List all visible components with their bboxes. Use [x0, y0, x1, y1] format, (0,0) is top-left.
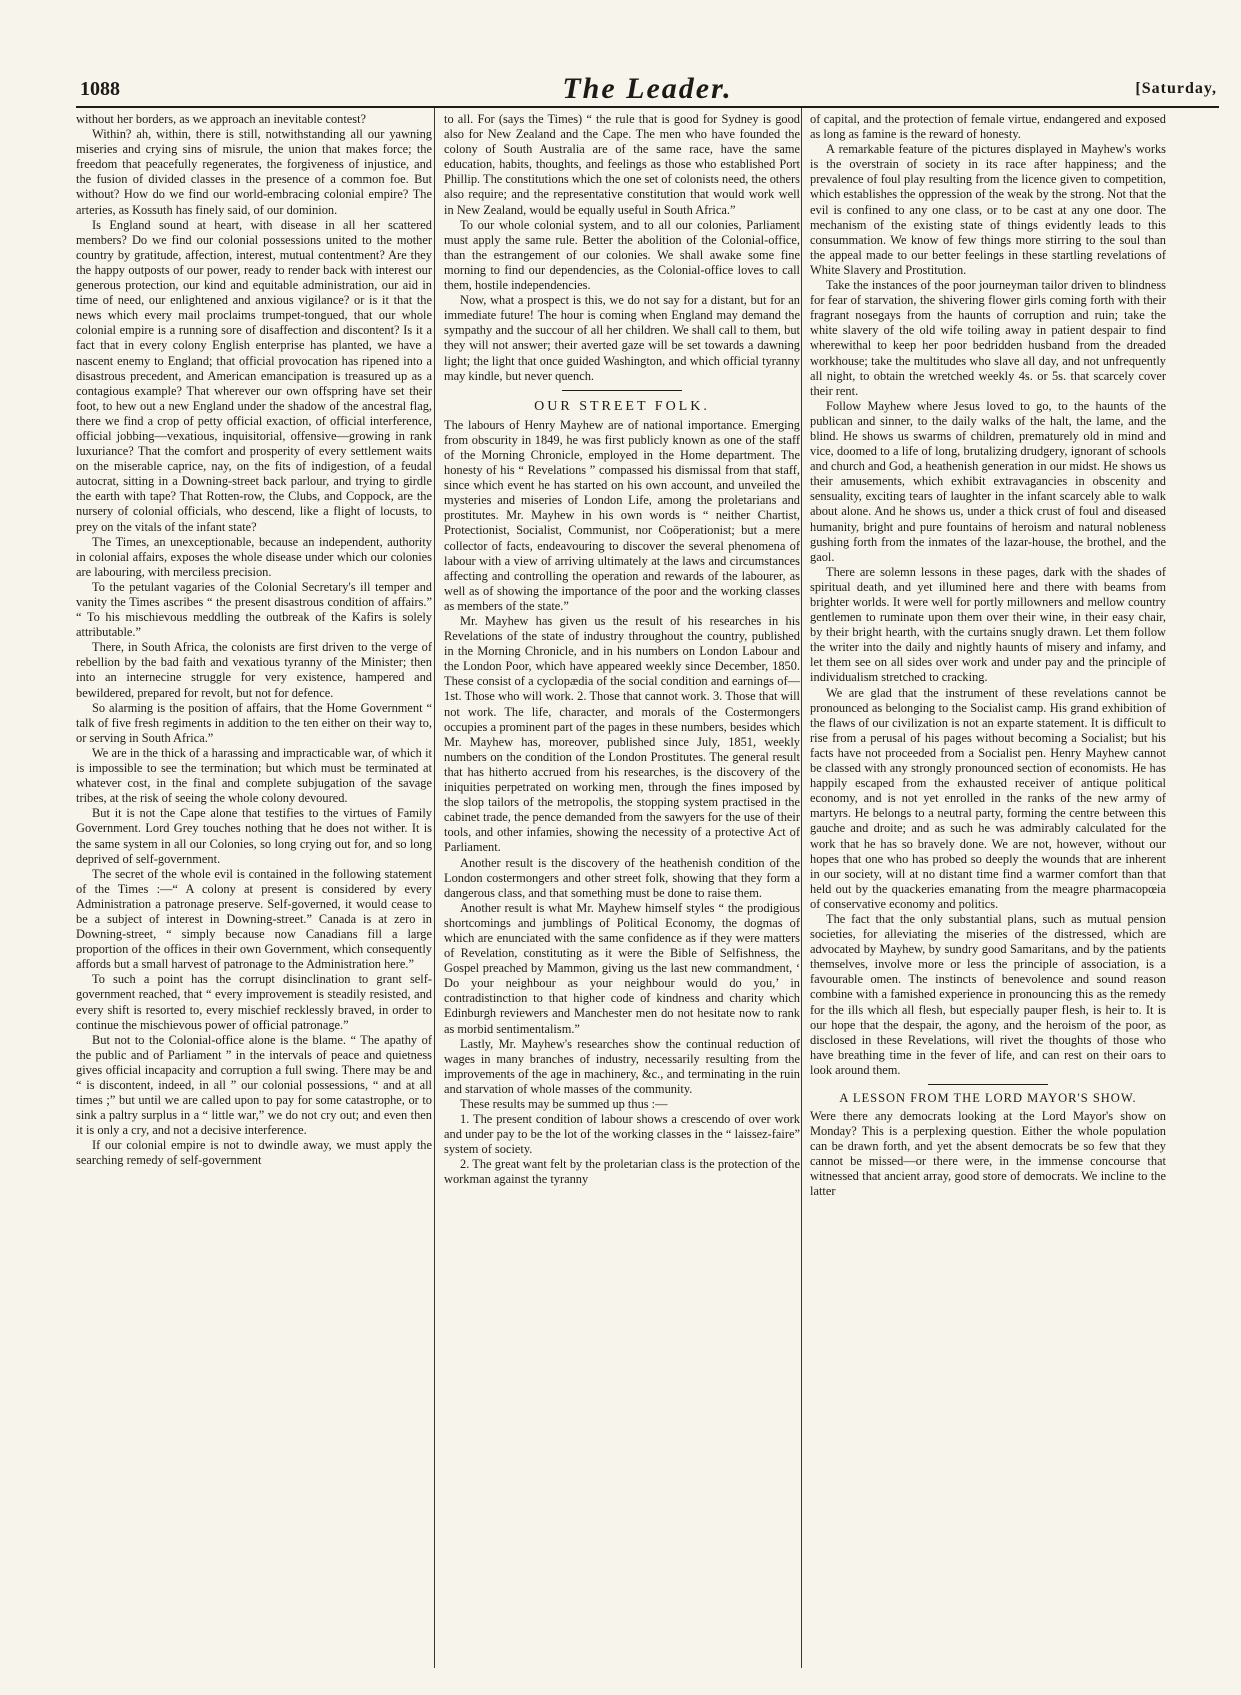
paragraph: The Times, an unexceptionable, because an independent, authority in colonial affairs, exposes the whole disease under which our colonies are labouring, with merciless precision.	[76, 534, 432, 579]
section-heading-lord-mayors-show: A LESSON FROM THE LORD MAYOR'S SHOW.	[839, 1091, 1137, 1105]
paragraph: These results may be summed up thus :—	[460, 1097, 668, 1111]
paragraph: To the petulant vagaries of the Colonial Secretary's ill temper and vanity the Times ascribes “ the present disastrous condition of affairs.” “ To his mischievous meddling the outbreak of the Kafirs is solely attributable.”	[76, 579, 432, 640]
paragraph: Now, what a prospect is this, we do not say for a distant, but for an immediate future! The hour is coming when England may demand the sympathy and the succour of all her children. We shall call to them, but they will not answer; their averted gaze will be set towards a dawning light; the light that once guided Washington, and which official tyranny may kindle, but never quench.	[444, 293, 800, 383]
page-number: 1088	[80, 78, 120, 100]
column-divider	[801, 108, 802, 1668]
column-1	[76, 112, 432, 1169]
column-divider	[434, 108, 435, 1668]
column-2	[444, 112, 800, 1188]
column-3	[810, 112, 1166, 1200]
paragraph: Lastly, Mr. Mayhew's researches show the continual reduction of wages in many branches of industry, necessarily resulting from the improvements of the age in machinery, &c., and terminating in the ruin and starvation of whole masses of the community.	[444, 1036, 800, 1096]
paragraph: 2. The great want felt by the proletarian class is the protection of the workman against the tyranny	[444, 1157, 800, 1187]
paragraph: Follow Mayhew where Jesus loved to go, to the haunts of the publican and sinner, to the daily walks of the halt, the lame, and the blind. He shows us swarms of children, prematurely old in mind and vice, doomed to a life of long, brutalizing drudgery, ignorant of schools and church and God, a heathenish generation in our midst. He shows us their amusements, which exhibit extravagancies in obscenity and sensuality, exciting tears of laughter in the infant scarcely able to walk about alone. And he shows us, under a thick crust of foul and diseased humanity, bright and pure fountains of heroism and natural nobleness gushing forth from the inmates of the lazar-house, the brothel, and the gaol.	[810, 398, 1166, 564]
paragraph: Mr. Mayhew has given us the result of his researches in his Revelations of the state of industry throughout the country, published in the Morning Chronicle, and in his numbers on London Labour and the London Poor, which have appeared weekly since December, 1850. These consist of a cyclopædia of the social condition and earnings of—1st. Those who will work. 2. Those that cannot work. 3. Those that will not work. The life, character, and morals of the Costermongers occupies a prominent part of the pages in these numbers, besides which Mr. Mayhew has, moreover, published since July, 1851, weekly numbers on the condition of the London Prostitutes. The general result that has hitherto accrued from his researches, is the discovery of the iniquities perpetrated on working men, through the fines imposed by the slop tailors of the metropolis, the stopping system practised in the cabinet trade, the pence demanded from the sawyers for the use of their tools, and other infamies, showing the necessity of a protective Act of Parliament.	[444, 614, 800, 855]
paragraph: We are glad that the instrument of these revelations cannot be pronounced as belonging to the Socialist camp. His grand exhibition of the flaws of our civilization is not an exparte statement. It is difficult to rise from a perusal of his pages without becoming a Socialist; but his facts have not proceeded from a Socialist pen. Henry Mayhew cannot be classed with any strongly pronounced section of economists. He has happily escaped from the exhausted receiver of antique political economy, and is not yet enrolled in the ranks of the new army of martyrs. He belongs to a neutral party, forming the centre between this gauche and droite; and as such he was admirably calculated for the work that he has so bravely done. We are not, however, without our hopes that one who has probed so deeply the wounds that are inherent in our society, will at no distant time find a warmer comfort than that held out by the quackeries emanating from the meagre pharmacopœia of conservative economy and politics.	[810, 685, 1166, 911]
paragraph: 1. The present condition of labour shows a crescendo of over work and under pay to be the lot of the working classes in the “ laissez-faire” system of society.	[444, 1112, 800, 1157]
paragraph: Take the instances of the poor journeyman tailor driven to blindness for fear of starvation, the shivering flower girls coming forth with their fragrant nosegays from the haunts of corruption and ruin; take the white slavery of the old wife toiling away in patient despair to find wherewithal to keep her poor bedridden husband from the dreaded workhouse; take the multitudes who slave all day, and not unfrequently all night, to obtain the wretched weekly 4s. or 5s. that scarcely cover their rent.	[810, 278, 1166, 398]
newspaper-title: The Leader.	[562, 72, 733, 105]
issue-day: [Saturday,	[1135, 80, 1217, 97]
section-rule	[928, 1084, 1048, 1085]
section-rule	[562, 390, 682, 391]
paragraph: Another result is the discovery of the heathenish condition of the London costermongers and other street folk, showing that they form a dangerous class, and that something must be done to raise them.	[444, 855, 800, 900]
paragraph: If our colonial empire is not to dwindle away, we must apply the searching remedy of self-government	[76, 1138, 432, 1168]
paragraph: To our whole colonial system, and to all our colonies, Parliament must apply the same rule. Better the abolition of the Colonial-office, than the estrangement of our colonies. We shall awake some fine morning to find our dependencies, as the Colonial-office loves to call them, hostile independencies.	[444, 217, 800, 293]
paragraph: Were there any democrats looking at the Lord Mayor's show on Monday? This is a perplexing question. Either the whole population can be drawn forth, and yet the absent democrats be so few that they cannot be missed—or there were, in the immense concourse that witnessed that ancient array, good store of democrats. We incline to the latter	[810, 1109, 1166, 1199]
paragraph: To such a point has the corrupt disinclination to grant self-government reached, that “ every improvement is steadily resisted, and every shift is resorted to, every mischief recklessly braved, in order to continue the mischievous power of official patronage.”	[76, 972, 432, 1032]
section-heading-street-folk: OUR STREET FOLK.	[534, 398, 710, 414]
paragraph: There, in South Africa, the colonists are first driven to the verge of rebellion by the bad faith and vexatious tyranny of the Minister; then into an internecine struggle for very existence, hampered and bewildered, prepared for revolt, but not for defence.	[76, 640, 432, 700]
paragraph: The fact that the only substantial plans, such as mutual pension societies, for alleviating the miseries of the distressed, which are advocated by Mayhew, by sundry good Samaritans, and by the patients themselves, involve more or less the principle of association, is a favourable omen. The instincts of benevolence and sound reason combine with a famished experience in pronouncing this as the remedy for the ills which all flesh, but especially pauper flesh, is heir to. It is our hope that the despair, the agony, and the heroism of the poor, as disclosed in these Revelations, will rivet the thoughts of those who have breathing time in the fever of life, and can rest on their oars to look around them.	[810, 911, 1166, 1077]
paragraph: But it is not the Cape alone that testifies to the virtues of Family Government. Lord Grey touches nothing that he does not wither. It is the same system in all our Colonies, so long crying out for, and so long deprived of self-government.	[76, 806, 432, 866]
paragraph: to all. For (says the Times) “ the rule that is good for Sydney is good also for New Zealand and the Cape. The men who have founded the colony of South Australia are of the same race, have the same education, habits, thoughts, and feelings as those who established Port Phillip. The constitutions which the one set of colonists need, the others also require; and the representative constitution that would work well in New Zealand, would be equally useful in South Africa.”	[444, 112, 800, 217]
paragraph: The labours of Henry Mayhew are of national importance. Emerging from obscurity in 1849, he was first publicly known as one of the staff of the Morning Chronicle, employed in the Home department. The honesty of his “ Revelations ” compassed his dismissal from that staff, since which event he has started on his own account, and unveiled the mysteries and miseries of London Life, among the proletarians and prostitutes. Mr. Mayhew in his own words is “ neither Chartist, Protectionist, Socialist, Communist, nor Coöperationist; but a mere collector of facts, endeavouring to discover the several phenomena of labour with a view of arriving ultimately at the laws and circumstances affecting and controlling the operation and rewards of the labourer, as well as of showing the importance of the poor and the working classes as members of the state.”	[444, 417, 800, 613]
paragraph: A remarkable feature of the pictures displayed in Mayhew's works is the overstrain of society in its race after happiness; and the prevalence of foul play resulting from the licence given to competition, which establishes the oppression of the weak by the strong. Not that the evil is confined to any one class, or to be cast at any one door. The mechanism of the existing state of things evidently leads to this consummation. We know of few things more stirring to the soul than the appeal made to our better feelings in these startling revelations of White Slavery and Prostitution.	[810, 142, 1166, 277]
paragraph: We are in the thick of a harassing and impracticable war, of which it is impossible to see the termination; but which must be terminated at whatever cost, in the final and complete subjugation of the savage tribes, at the risk of seeing the whole colony devoured.	[76, 745, 432, 806]
paragraph: The secret of the whole evil is contained in the following statement of the Times :—“ A colony at present is considered by every Administration a patronage preserve. Self-governed, it would cease to be a subject of interest in Downing-street.” Canada is at zero in Downing-street, “ simply because now Canadians fill a large proportion of the offices in their own Government, which consequently affords but a small harvest of patronage to the Administration here.”	[76, 866, 432, 972]
masthead	[76, 72, 1219, 108]
paragraph: Within? ah, within, there is still, notwithstanding all our yawning miseries and crying sins of misrule, the union that makes force; the freedom that peacefully regenerates, the forgiveness of injustice, and the fusion of divided classes in the presence of a common foe. But without? How do we find our world-embracing colonial empire? The arteries, as Kossuth has finely said, of our dominion.	[76, 127, 432, 217]
paragraph: without her borders, as we approach an inevitable contest?	[76, 112, 367, 126]
paragraph: There are solemn lessons in these pages, dark with the shades of spiritual death, and yet illumined here and there with beams from brighter worlds. It were well for portly millowners and mellow country gentlemen to ruminate upon them over their wine, in their easy chair, by their bright hearth, with the curtains snugly drawn. Let them follow the writer into the daily and nightly haunts of misery and infamy, and let them see on all sides over work and under pay and the principle of individualism stretched to cracking.	[810, 564, 1166, 685]
paragraph: Another result is what Mr. Mayhew himself styles “ the prodigious shortcomings and jumblings of Political Economy, the dogmas of which are enunciated with the same confidence as if they were matters of Revelation, constituting as it were the Bible of Selfishness, the Gospel preached by Mammon, giving us the last new commandment, ‘ Do your neighbour as your neighbour would do you,’ in contradistinction to that higher code of kindness and charity which Edinburgh reviewers and Manchester men do not hesitate now to rank as morbid sentimentalism.”	[444, 900, 800, 1036]
paragraph: But not to the Colonial-office alone is the blame. “ The apathy of the public and of Parliament ” in the intervals of peace and quietness gives official incapacity and corruption a full swing. There may be and “ is discontent, indeed, in all ” our colonial possessions, “ and at all times ;” but until we are called upon to pay for some catastrophe, or to sink a paltry surplus in a “ little war,” we do not cry out; and even then it is only a cry, and not a decisive interference.	[76, 1032, 432, 1138]
paragraph: of capital, and the protection of female virtue, endangered and exposed as long as famine is the reward of honesty.	[810, 112, 1166, 142]
paragraph: Is England sound at heart, with disease in all her scattered members? Do we find our colonial possessions united to the mother country by gratitude, affection, interest, mutual contentment? Are they the happy outposts of our power, ready to render back with interest our generous protection, our kind and equitable administration, our aid in time of need, our enlightened and anxious vigilance? or is it that the news which every mail proclaims trumpet-tongued, that our whole colonial empire is a running sore of disaffection and discontent? Is it a fact that in every colony English enterprise has planted, we have a nascent enemy to England; that official provocation has ripened into a disastrous precedent, and American emancipation is treasured up as a contagious example? That wherever our own offspring have set their foot, to hew out a new England under the shadow of the ancestral flag, there we find a crop of petty official exaction, of official interference, official jobbing—vexatious, inquisitorial, offensive—growing in rank luxuriance? That the comfort and prosperity of every settlement waits on the miserable caprice, nay, on the fits of indigestion, of a feudal autocrat, sitting in a Downing-street back parlour, and trying to girdle the earth with tape? That Rotten-row, the Clubs, and Coppock, are the nursery of colonial officials, who descend, like a flight of locusts, to prey on the vitals of the infant state?	[76, 217, 432, 534]
paragraph: So alarming is the position of affairs, that the Home Government “ talk of five fresh regiments in addition to the ten either on their way to, or serving in South Africa.”	[76, 700, 432, 745]
